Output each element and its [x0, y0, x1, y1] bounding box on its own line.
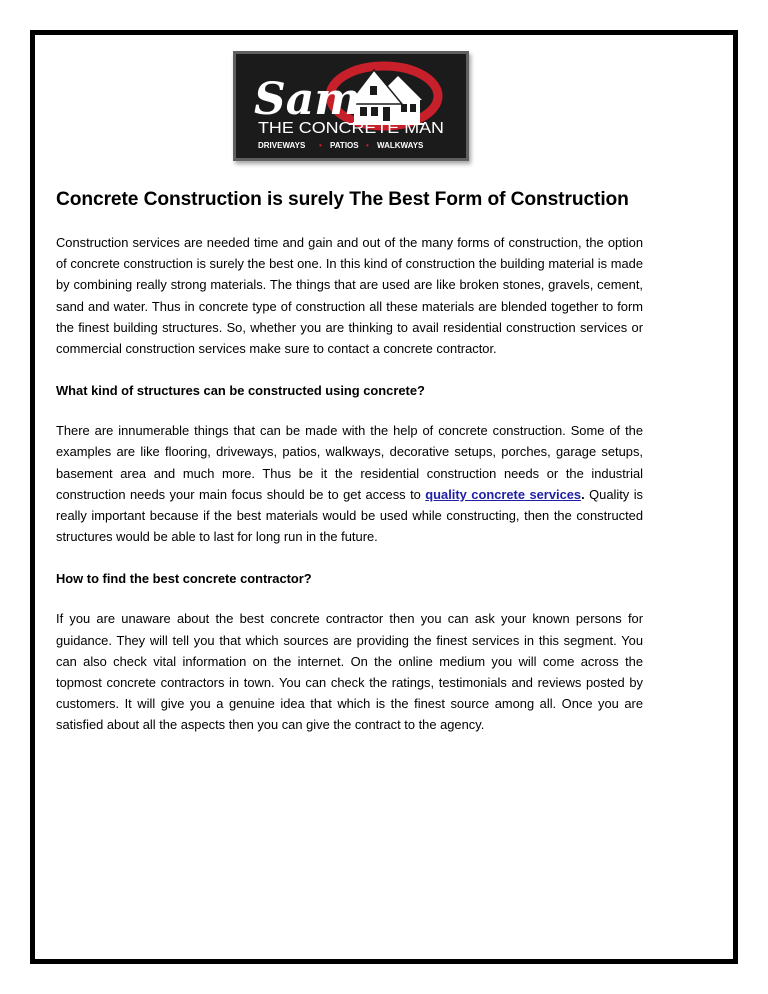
section-heading-structures: What kind of structures can be constructed using concrete?: [56, 383, 425, 399]
contractor-paragraph: If you are unaware about the best concrete contractor then you can ask your known persons for guidance. They will tell you that which sources are providing the finest services in this segment. You can also check vital information on the internet. On the online medium you will come across the topmost concrete contractors in town. You can check the ratings, testimonials and reviews posted by customers. It will give you a genuine idea that which is the finest source among all. Once you are satisfied about all the aspects then you can give the contract to the agency.: [56, 611, 643, 733]
document-body: [56, 188, 643, 736]
structures-text-start: There are innumerable things that can be made with the help of concrete construction. Some of the examples are like flooring, driveways, patios, walkways, decorative setups, porches, garage setups, basement area and much more. Thus be it the residential construction needs or the industrial construction needs your main focus should be to get access to: [56, 423, 643, 502]
logo-graphic: [236, 54, 466, 158]
quality-concrete-services-link[interactable]: quality concrete services: [425, 486, 582, 502]
logo-tagline: THE CONCRETE MAN: [258, 120, 444, 137]
logo-service-driveways: DRIVEWAYS: [258, 141, 306, 150]
logo-separator: •: [366, 141, 369, 150]
document-title: Concrete Construction is surely The Best Form of Construction: [56, 189, 629, 210]
structures-paragraph: [56, 420, 643, 547]
structures-text-end: Quality is really important because if the best materials would be used while constructing, then the constructed structures would be able to last for long run in the future.: [56, 486, 644, 545]
logo-name: Sam: [254, 74, 361, 125]
logo-separator: •: [319, 141, 322, 150]
logo-service-walkways: WALKWAYS: [377, 141, 424, 150]
link-period: .: [581, 486, 585, 502]
company-logo: [233, 51, 469, 161]
intro-paragraph: Construction services are needed time and gain and out of the many forms of construction, the option of concrete construction is surely the best one. In this kind of construction the building material is made by combining really strong materials. The things that are used are like broken stones, gravels, cement, sand and water. Thus in concrete type of construction all these materials are blended together to form the finest building structures. So, whether you are thinking to avail residential construction services or commercial construction services make sure to contact a concrete contractor.: [56, 235, 643, 357]
section-heading-contractor: How to find the best concrete contractor?: [56, 571, 312, 587]
logo-service-patios: PATIOS: [330, 141, 359, 150]
